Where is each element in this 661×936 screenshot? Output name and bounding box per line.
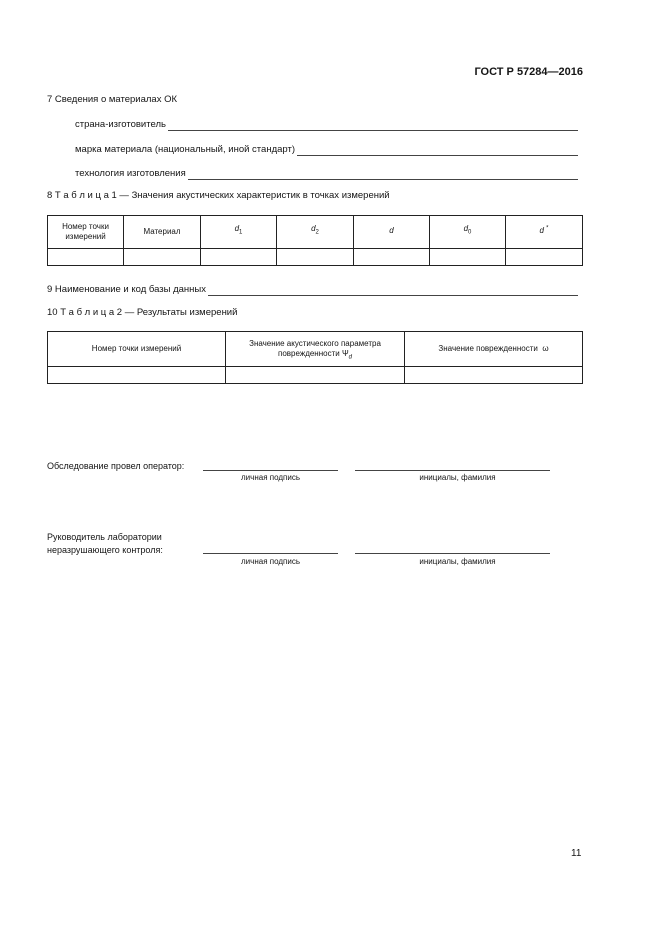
field-material-grade-line [297,145,578,156]
signature-head-sign-caption: личная подпись [241,557,300,566]
section-10-heading: 10 Т а б л и ц а 2 — Результаты измерений [47,307,238,318]
table-1-col-d: d [354,216,430,249]
field-technology [75,168,578,180]
table-1-col-d2: $d_2$ [277,216,354,249]
signature-head-name-caption: инициалы, фамилия [419,557,496,566]
signature-head-label-line2: неразрушающего контроля: [47,545,163,555]
table-row [48,367,583,384]
table-cell [48,249,124,266]
field-database [47,284,578,296]
document-title: ГОСТ Р 57284—2016 [474,66,583,78]
signature-operator-label: Обследование провел оператор: [47,461,185,471]
table-cell [405,367,583,384]
table-2-col-damage: Значение поврежденности ω [405,332,583,367]
table-1-header-row [48,216,583,249]
table-cell [124,249,201,266]
table-cell [201,249,277,266]
field-material-grade-label: марка материала (национальный, иной стандарт) [75,144,295,155]
signature-head-name-line [355,553,550,554]
table-2-col-point: Номер точки измерений [48,332,226,367]
table-1-col-d-star: d * [506,216,583,249]
table-1-col-d1: $d_1$ [201,216,277,249]
field-material-grade [75,144,578,156]
section-8-heading: 8 Т а б л и ц а 1 — Значения акустических характеристик в точках измерений [47,190,390,201]
table-1 [47,215,583,266]
table-row [48,249,583,266]
signature-operator-name-caption: инициалы, фамилия [419,473,496,482]
section-7-heading: 7 Сведения о материалах ОК [47,94,178,105]
field-technology-label: технология изготовления [75,168,186,179]
signature-operator-name-line [355,470,550,471]
table-2-col-acoustic-param: Значение акустического параметра поврежденности $\Psi_d$ [226,332,405,367]
signature-head-sign-line [203,553,338,554]
field-database-label: 9 Наименование и код базы данных [47,284,207,295]
table-cell [226,367,405,384]
table-1-col-material: Материал [124,216,201,249]
table-cell [430,249,506,266]
field-country-line [168,120,578,131]
field-country-label: страна-изготовитель [75,119,166,130]
signature-head-label-line1: Руководитель лаборатории [47,532,162,542]
signature-operator-sign-line [203,470,338,471]
table-cell [277,249,354,266]
table-cell [354,249,430,266]
table-cell [506,249,583,266]
field-technology-line [188,169,578,180]
table-cell [48,367,226,384]
table-1-col-d0: $d_0$ [430,216,506,249]
signature-operator-sign-caption: личная подпись [241,473,300,482]
field-country [75,119,578,131]
field-database-line [208,285,578,296]
table-2-header-row [48,332,583,367]
table-1-col-point: Номер точки измерений [48,216,124,249]
page-number: 11 [571,848,582,859]
table-2 [47,331,583,384]
